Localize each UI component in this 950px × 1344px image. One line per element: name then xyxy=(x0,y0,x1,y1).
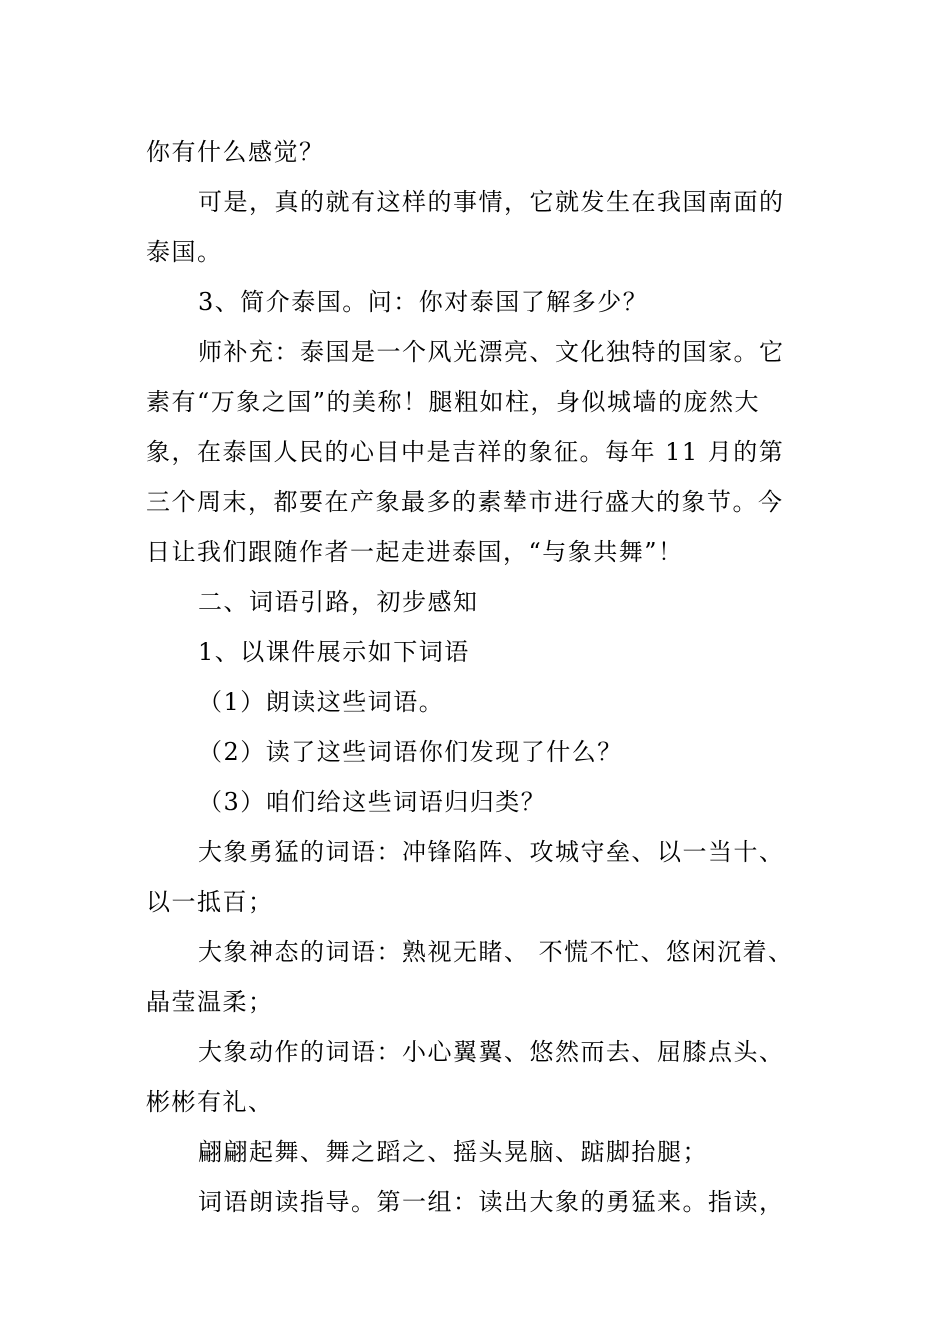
paragraph-action-words-cont: 翩翩起舞、舞之蹈之、摇头晃脑、踮脚抬腿； xyxy=(198,1138,708,1166)
list-item-3: （3）咱们给这些词语归归类？ xyxy=(198,788,547,816)
paragraph-brave-words: 大象勇猛的词语：冲锋陷阵、攻城守垒、以一当十、以一抵百； xyxy=(146,838,785,916)
paragraph-step-3: 3、简介泰国。问：你对泰国了解多少？ xyxy=(198,288,649,316)
paragraph-teacher-supplement: 师补充：泰国是一个风光漂亮、文化独特的国家。它素有“万象之国”的美称！腿粗如柱，身似城墙的庞然大象，在泰国人民的心目中是吉祥的象征。每年 11 月的第三个周末，都要在产象最多的素辇市进行盛大的象节。今日让我们跟随作者一起走进泰国，“与象共舞”！ xyxy=(146,338,785,566)
paragraph-manner-words: 大象神态的词语：熟视无睹、 不慌不忙、悠闲沉着、晶莹温柔； xyxy=(146,938,794,1016)
document-body xyxy=(146,127,806,1227)
paragraph-step-1: 1、以课件展示如下词语 xyxy=(198,638,470,666)
paragraph-thailand-intro: 可是，真的就有这样的事情，它就发生在我国南面的泰国。 xyxy=(146,188,785,266)
paragraph-reading-guide: 词语朗读指导。第一组：读出大象的勇猛来。指读， xyxy=(198,1188,785,1216)
paragraph-continuation: 你有什么感觉？ xyxy=(146,138,325,166)
section-heading-2: 二、词语引路，初步感知 xyxy=(198,588,479,616)
list-item-1: （1）朗读这些词语。 xyxy=(198,688,445,716)
paragraph-action-words: 大象动作的词语：小心翼翼、悠然而去、屈膝点头、彬彬有礼、 xyxy=(146,1038,785,1116)
list-item-2: （2）读了这些词语你们发现了什么？ xyxy=(198,738,623,766)
